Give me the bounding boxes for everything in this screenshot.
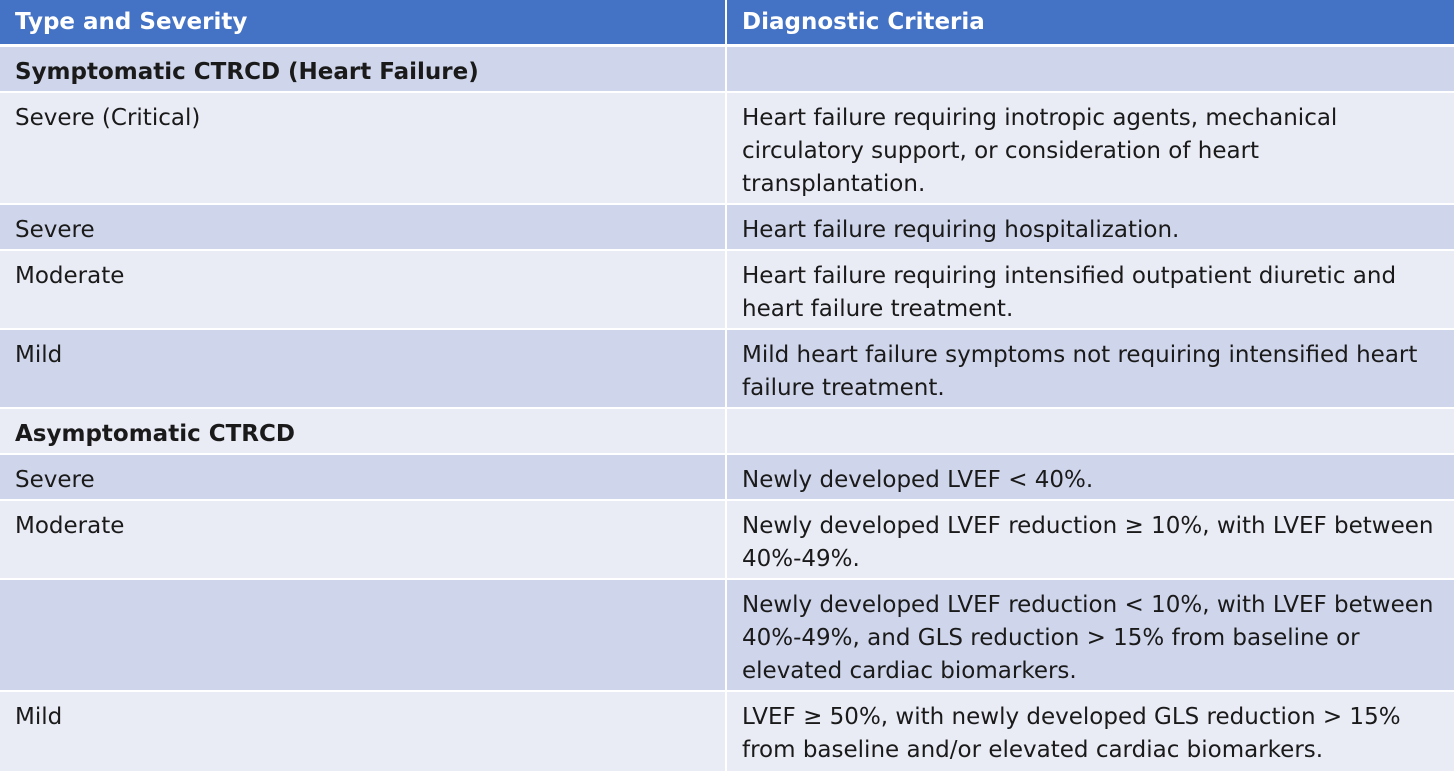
severity-cell: Mild — [0, 692, 727, 771]
table-row — [0, 251, 1454, 330]
section-title-symptomatic: Symptomatic CTRCD (Heart Failure) — [0, 47, 727, 91]
criteria-cell: Newly developed LVEF < 40%. — [742, 467, 1094, 493]
severity-cell — [0, 580, 727, 690]
criteria-cell: Heart failure requiring inotropic agents, mechanical circulatory support, or consideration of heart transplantation. — [742, 105, 1338, 197]
criteria-cell: Newly developed LVEF reduction < 10%, with LVEF between 40%-49%, and GLS reduction > 15% from baseline or elevated cardiac biomarkers. — [742, 592, 1434, 684]
criteria-cell: Heart failure requiring hospitalization. — [742, 217, 1180, 243]
criteria-cell: LVEF ≥ 50%, with newly developed GLS reduction > 15% from baseline and/or elevated cardiac biomarkers. — [742, 704, 1401, 763]
header-diagnostic-criteria: Diagnostic Criteria — [742, 9, 985, 35]
table-row-section-asymptomatic — [0, 409, 1454, 455]
table-row — [0, 580, 1454, 692]
severity-cell: Severe — [0, 455, 727, 499]
table-row — [0, 205, 1454, 251]
table-row — [0, 455, 1454, 501]
severity-cell: Mild — [0, 330, 727, 407]
criteria-cell: Mild heart failure symptoms not requiring intensified heart failure treatment. — [742, 342, 1418, 401]
header-type-severity: Type and Severity — [0, 0, 727, 44]
table-row-section-symptomatic — [0, 47, 1454, 93]
table-row — [0, 330, 1454, 409]
severity-cell: Moderate — [0, 501, 727, 578]
criteria-cell: Newly developed LVEF reduction ≥ 10%, with LVEF between 40%-49%. — [742, 513, 1434, 572]
criteria-cell: Heart failure requiring intensified outpatient diuretic and heart failure treatment. — [742, 263, 1397, 322]
table-row — [0, 93, 1454, 205]
criteria-cell — [727, 47, 1454, 91]
table-row — [0, 501, 1454, 580]
severity-cell: Moderate — [0, 251, 727, 328]
severity-cell: Severe — [0, 205, 727, 249]
severity-cell: Severe (Critical) — [0, 93, 727, 203]
table-row — [0, 692, 1454, 771]
table-header-row — [0, 0, 1454, 47]
criteria-cell — [727, 409, 1454, 453]
section-title-asymptomatic: Asymptomatic CTRCD — [0, 409, 727, 453]
